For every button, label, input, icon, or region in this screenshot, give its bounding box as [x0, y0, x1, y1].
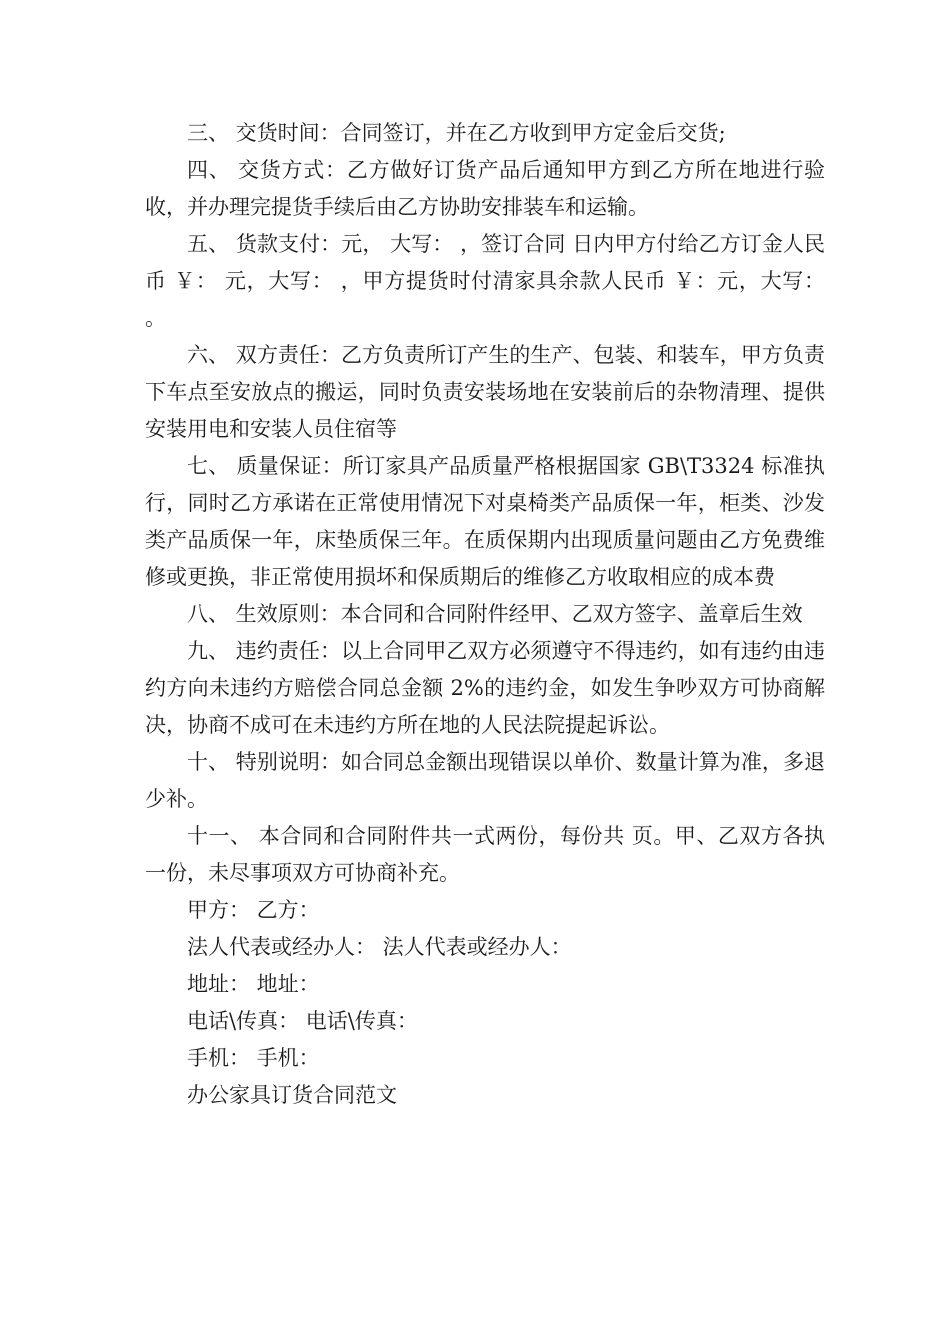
signature-phone-fax: 电话\传真： 电话\传真：	[187, 1009, 418, 1033]
clause-breach-liability: 九、 违约责任：以上合同甲乙双方必须遵守不得违约，如有违约由违约方向未违约方赔偿合同总金额 2%的违约金，如发生争吵双方可协商解决，协商不成可在未违约方所在地的人民法院提起诉讼。	[145, 639, 825, 737]
clause-responsibilities: 六、 双方责任：乙方负责所订产生的生产、包装、和装车，甲方负责下车点至安放点的搬运，同时负责安装场地在安装前后的杂物清理、提供安装用电和安装人员住宿等	[145, 343, 825, 441]
clause-quality-guarantee: 七、 质量保证：所订家具产品质量严格根据国家 GB\T3324 标准执行，同时乙方承诺在正常使用情况下对桌椅类产品质保一年，柜类、沙发类产品质保一年，床垫质保三年。在质保期内出现质量问题由乙方免费维修或更换，非正常使用损坏和保质期后的维修乙方收取相应的成本费	[145, 454, 825, 589]
signature-party-names: 甲方： 乙方：	[187, 898, 320, 922]
clause-special-note: 十、 特别说明：如合同总金额出现错误以单价、数量计算为准，多退少补。	[145, 750, 825, 811]
clause-copies: 十一、 本合同和合同附件共一式两份，每份共 页。甲、乙双方各执一份，未尽事项双方可协商补充。	[145, 824, 825, 885]
signature-addresses: 地址： 地址：	[187, 972, 320, 996]
clause-payment: 五、 货款支付：元， 大写： ，签订合同 日内甲方付给乙方订金人民币 ￥： 元，大写： ，甲方提货时付清家具余款人民币 ￥：元，大写： 。	[145, 232, 825, 330]
clause-effectiveness: 八、 生效原则：本合同和合同附件经甲、乙双方签字、盖章后生效	[187, 602, 803, 626]
clause-delivery-method: 四、 交货方式：乙方做好订货产品后通知甲方到乙方所在地进行验收，并办理完提货手续后由乙方协助安排装车和运输。	[145, 158, 825, 219]
signature-mobile: 手机： 手机：	[187, 1046, 320, 1070]
clause-delivery-time: 三、 交货时间：合同签订，并在乙方收到甲方定金后交货;	[187, 121, 726, 145]
footer-title: 办公家具订货合同范文	[187, 1083, 397, 1107]
contract-body	[145, 115, 825, 1114]
signature-representatives: 法人代表或经办人： 法人代表或经办人：	[187, 935, 572, 959]
